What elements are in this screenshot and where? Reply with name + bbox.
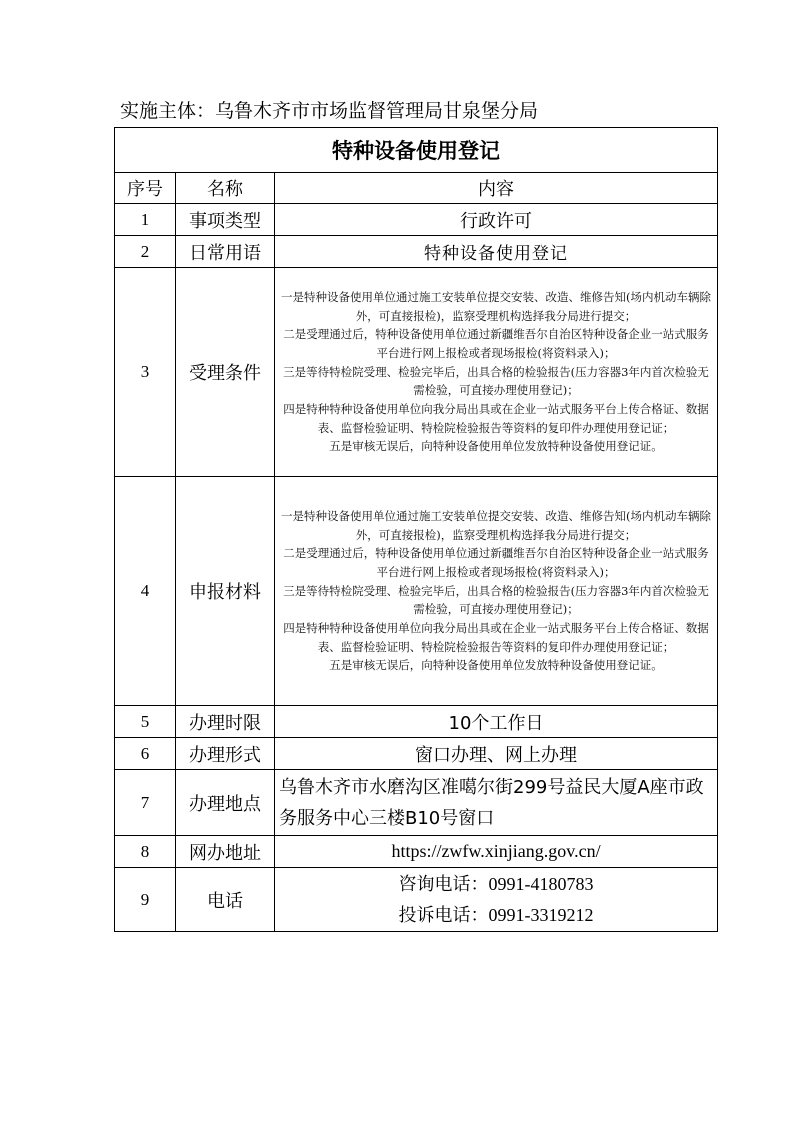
paragraph: 四是特种特种设备使用单位向我分局出具或在企业一站式服务平台上传合格证、数据表、监督检验证明、特检院检验报告等资料的复印件办理使用登记证； [283, 621, 709, 654]
row-index: 1 [115, 204, 176, 236]
table-row [115, 477, 718, 706]
table-row [115, 204, 718, 236]
row-name: 办理时限 [176, 706, 275, 738]
row-value: 10个工作日 [275, 706, 718, 738]
table-row [115, 706, 718, 738]
header-row [115, 173, 718, 204]
paragraph: 五是审核无误后，向特种设备使用单位发放特种设备使用登记证。 [329, 658, 663, 673]
paragraph: 一是特种设备使用单位通过施工安装单位提交安装、改造、维修告知(场内机动车辆除外，可直接报检)，监察受理机构选择我分局进行提交； [281, 508, 711, 542]
paragraph: 三是等待特检院受理、检验完毕后，出具合格的检验报告(压力容器3年内首次检验无需检验，可直接办理使用登记)； [283, 583, 709, 617]
row-name: 办理地点 [176, 770, 275, 836]
row-name: 电话 [176, 868, 275, 932]
row-index: 3 [115, 268, 176, 477]
row-name: 事项类型 [176, 204, 275, 236]
row-index: 4 [115, 477, 176, 706]
row-long-text [275, 268, 718, 477]
paragraph: 五是审核无误后，向特种设备使用单位发放特种设备使用登记证。 [329, 439, 663, 454]
row-name: 办理形式 [176, 738, 275, 770]
row-name: 网办地址 [176, 836, 275, 868]
service-info-table [114, 127, 718, 932]
online-service-url: https://zwfw.xinjiang.gov.cn/ [275, 836, 718, 868]
row-value: 行政许可 [275, 204, 718, 236]
paragraph: 一是特种设备使用单位通过施工安装单位提交安装、改造、维修告知(场内机动车辆除外，可直接报检)，监察受理机构选择我分局进行提交； [281, 289, 711, 323]
table-row [115, 268, 718, 477]
row-value: 窗口办理、网上办理 [275, 738, 718, 770]
header-index: 序号 [115, 173, 176, 204]
phone-number: 0991-4180783 [488, 873, 594, 894]
header-content: 内容 [275, 173, 718, 204]
table-title: 特种设备使用登记 [115, 128, 718, 173]
phone-list [275, 868, 718, 932]
row-index: 7 [115, 770, 176, 836]
row-index: 5 [115, 706, 176, 738]
header-name: 名称 [176, 173, 275, 204]
row-name: 日常用语 [176, 236, 275, 268]
row-name: 受理条件 [176, 268, 275, 477]
row-name: 申报材料 [176, 477, 275, 706]
phone-number: 0991-3319212 [488, 904, 594, 925]
phone-label: 投诉电话： [398, 904, 489, 926]
phone-label: 咨询电话： [398, 873, 489, 895]
paragraph: 四是特种特种设备使用单位向我分局出具或在企业一站式服务平台上传合格证、数据表、监督检验证明、特检院检验报告等资料的复印件办理使用登记证； [283, 402, 709, 435]
implementing-agency: 实施主体：乌鲁木齐市市场监督管理局甘泉堡分局 [120, 100, 539, 122]
table-row [115, 868, 718, 932]
complaint-phone [275, 900, 717, 931]
paragraph: 二是受理通过后，特种设备使用单位通过新疆维吾尔自治区特种设备企业一站式服务平台进行网上报检或者现场报检(将资料录入)； [283, 327, 709, 360]
row-value-address: 乌鲁木齐市水磨沟区准噶尔街299号益民大厦A座市政务服务中心三楼B10号窗口 [275, 770, 718, 836]
row-long-text [275, 477, 718, 706]
table-row [115, 236, 718, 268]
consult-phone [275, 869, 717, 900]
paragraph: 二是受理通过后，特种设备使用单位通过新疆维吾尔自治区特种设备企业一站式服务平台进行网上报检或者现场报检(将资料录入)； [283, 546, 709, 579]
row-value: 特种设备使用登记 [275, 236, 718, 268]
table-row [115, 836, 718, 868]
paragraph: 三是等待特检院受理、检验完毕后，出具合格的检验报告(压力容器3年内首次检验无需检验，可直接办理使用登记)； [283, 364, 709, 398]
table-row [115, 770, 718, 836]
row-index: 9 [115, 868, 176, 932]
row-index: 6 [115, 738, 176, 770]
row-index: 8 [115, 836, 176, 868]
row-index: 2 [115, 236, 176, 268]
table-row [115, 738, 718, 770]
